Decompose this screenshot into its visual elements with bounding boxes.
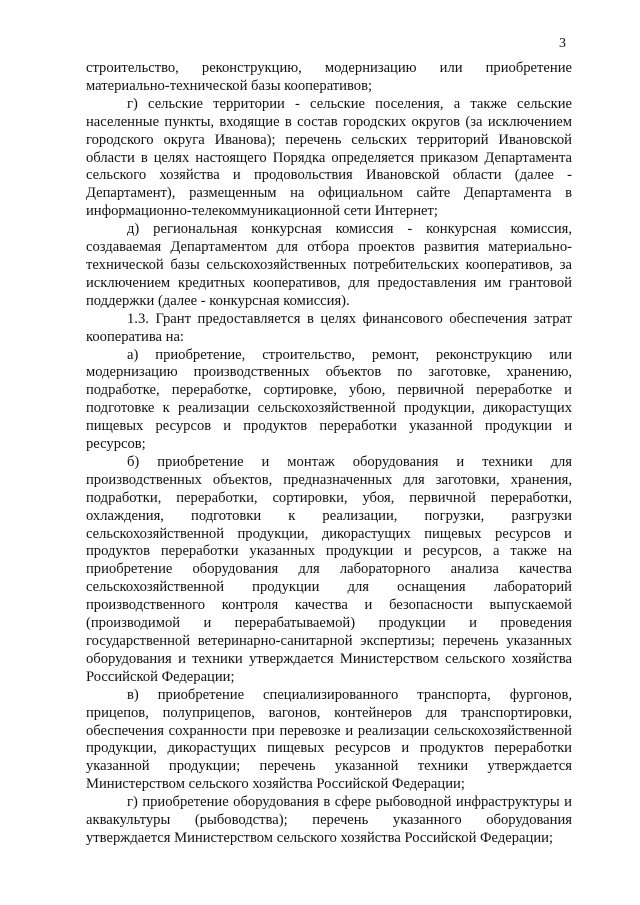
paragraph-item-g-fish-farming: г) приобретение оборудования в сфере рыбоводной инфраструктуры и аквакультуры (рыбоводства); перечень указанного оборудования утверждается Министерством сельского хозяйства Российской Федерации; (86, 794, 572, 846)
paragraph-item-v: в) приобретение специализированного транспорта, фургонов, прицепов, полуприцепов, вагонов, контейнеров для транспортировки, обеспечения сохранности при перевозке и реализации сельскохозяйственной продукции, дикорастущих пищевых ресурсов и продуктов переработки указанной продукции; перечень указанной техники утверждается Министерством сельского хозяйства Российской Федерации; (86, 686, 572, 793)
document-body (86, 60, 572, 848)
page-number: 3 (559, 36, 566, 51)
paragraph-item-g-rural-territories: г) сельские территории - сельские поселения, а также сельские населенные пункты, входящие в состав городских округов (за исключением городского округа Иванова); перечень сельских территорий Ивановской области в целях настоящего Порядка определяется приказом Департамента сельского хозяйства и продовольствия Ивановской области (далее - Департамент), размещенным на официальном сайте Департамента в информационно-телекоммуникационной сети Интернет; (86, 95, 572, 220)
paragraph-item-a: а) приобретение, строительство, ремонт, реконструкцию или модернизацию производственных объектов по заготовке, хранению, подработке, переработке, сортировке, убою, первичной переработке и подготовке к реализации сельскохозяйственной продукции, дикорастущих пищевых ресурсов и продуктов переработки указанной продукции и ресурсов; (86, 346, 572, 453)
paragraph-1-3-grant-purpose: 1.3. Грант предоставляется в целях финансового обеспечения затрат кооператива на: (86, 310, 572, 345)
paragraph-continuation: строительство, реконструкцию, модернизацию или приобретение материально-технической базы кооперативов; (86, 60, 572, 94)
paragraph-item-b: б) приобретение и монтаж оборудования и техники для производственных объектов, предназначенных для заготовки, хранения, подработки, переработки, сортировки, убоя, первичной переработки, охлаждения, подготовки к реализации, погрузки, разгрузки сельскохозяйственной продукции, дикорастущих пищевых ресурсов и продуктов переработки указанных продукции и ресурсов, а также на приобретение оборудования для лабораторного анализа качества сельскохозяйственной продукции для оснащения лабораторий производственного контроля качества и безопасности выпускаемой (производимой и перерабатываемой) продукции и проведения государственной ветеринарно-санитарной экспертизы; перечень указанных оборудования и техники утверждается Министерством сельского хозяйства Российской Федерации; (86, 453, 572, 685)
paragraph-item-d-competition-commission: д) региональная конкурсная комиссия - конкурсная комиссия, создаваемая Департаментом для отбора проектов развития материально-технической базы сельскохозяйственных потребительских кооперативов, за исключением кредитных кооперативов, для предоставления им грантовой поддержки (далее - конкурсная комиссия). (86, 221, 572, 309)
